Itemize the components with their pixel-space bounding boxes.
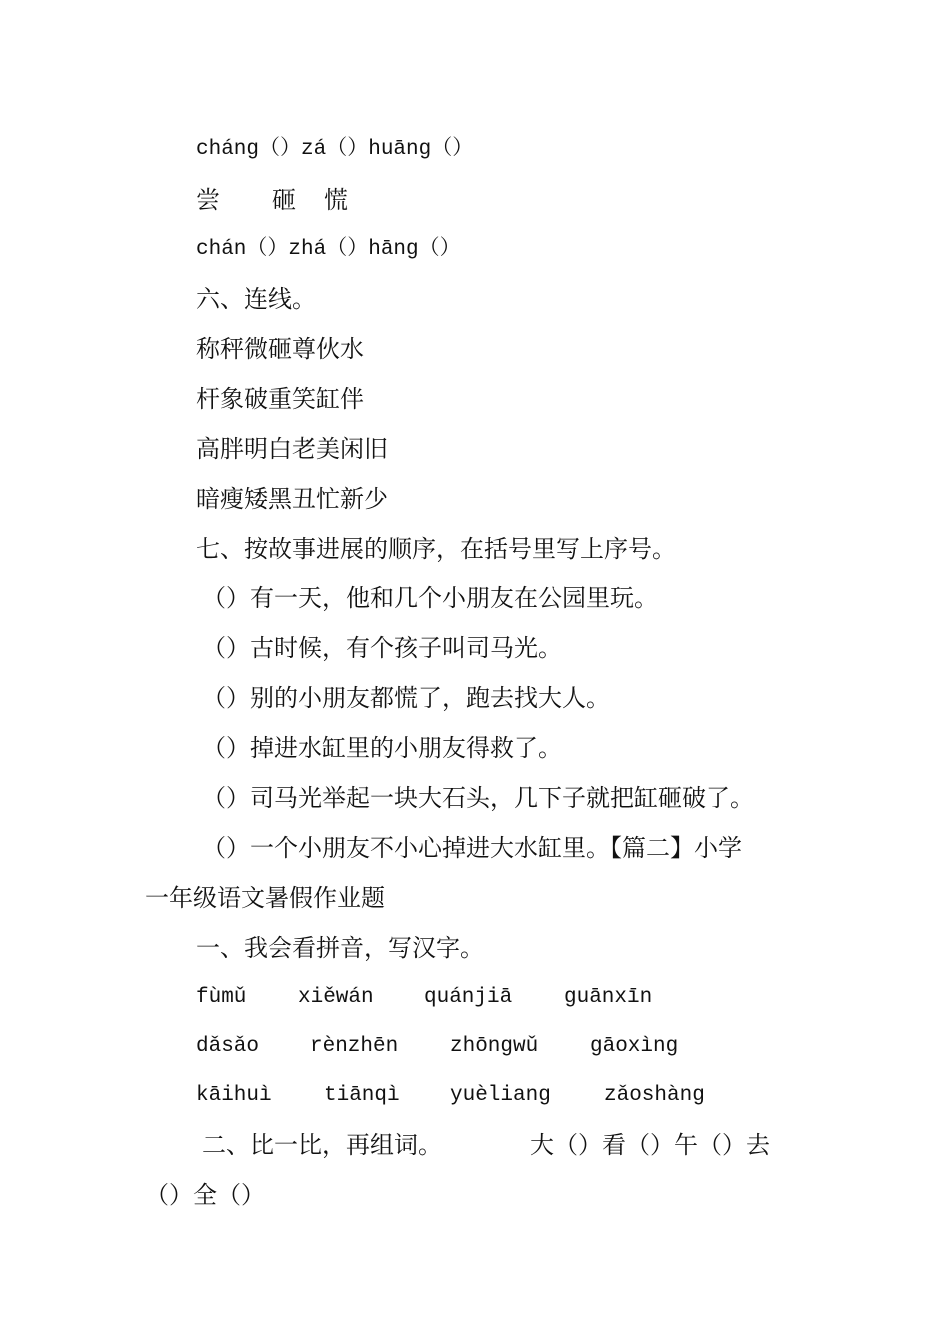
- pinyin-word: rènzhēn: [310, 1035, 399, 1058]
- matching-row: 高胖明白老美闲旧: [196, 435, 388, 463]
- pinyin-word: quánjiā: [424, 986, 513, 1009]
- matching-row: 暗瘦矮黑丑忙新少: [196, 485, 388, 513]
- pinyin-word: fùmǔ: [196, 986, 247, 1009]
- compare-words: 大（）看（）午（）去: [530, 1131, 770, 1159]
- pinyin-word: gāoxìng: [590, 1035, 679, 1058]
- char-item: 砸: [272, 186, 296, 214]
- pinyin-word: dǎsǎo: [196, 1035, 260, 1058]
- compare-words-continued: （）全（）: [145, 1181, 265, 1209]
- section-heading: 一、我会看拼音，写汉字。: [196, 934, 484, 962]
- sequence-item: （）有一天，他和几个小朋友在公园里玩。: [202, 584, 658, 612]
- sequence-item: （）司马光举起一块大石头，几下子就把缸砸破了。: [202, 784, 754, 812]
- pinyin-word: guānxīn: [564, 986, 653, 1009]
- sequence-item: （）别的小朋友都慌了，跑去找大人。: [202, 684, 610, 712]
- pinyin-row-1: cháng（）zá（）huāng（）: [196, 138, 474, 161]
- section-title: 一年级语文暑假作业题: [145, 884, 385, 912]
- sequence-item: （）掉进水缸里的小朋友得救了。: [202, 734, 562, 762]
- pinyin-word: xiěwán: [298, 986, 374, 1009]
- pinyin-word: yuèliang: [450, 1084, 551, 1107]
- matching-row: 称秤微砸尊伙水: [196, 335, 364, 363]
- char-item: 尝: [196, 186, 220, 214]
- pinyin-word: zǎoshàng: [604, 1084, 705, 1107]
- section-heading: 二、比一比，再组词。: [202, 1131, 442, 1159]
- sequence-item: （）古时候，有个孩子叫司马光。: [202, 634, 562, 662]
- pinyin-word: kāihuì: [196, 1084, 272, 1107]
- section-heading: 六、连线。: [196, 285, 316, 313]
- pinyin-word: zhōngwǔ: [450, 1035, 539, 1058]
- section-heading: 七、按故事进展的顺序，在括号里写上序号。: [196, 535, 676, 563]
- pinyin-word: tiānqì: [324, 1084, 400, 1107]
- char-item: 慌: [324, 186, 348, 214]
- sequence-item: （）一个小朋友不小心掉进大水缸里。【篇二】小学: [202, 834, 742, 862]
- pinyin-row-2: chán（）zhá（）hāng（）: [196, 238, 461, 261]
- matching-row: 杆象破重笑缸伴: [196, 385, 364, 413]
